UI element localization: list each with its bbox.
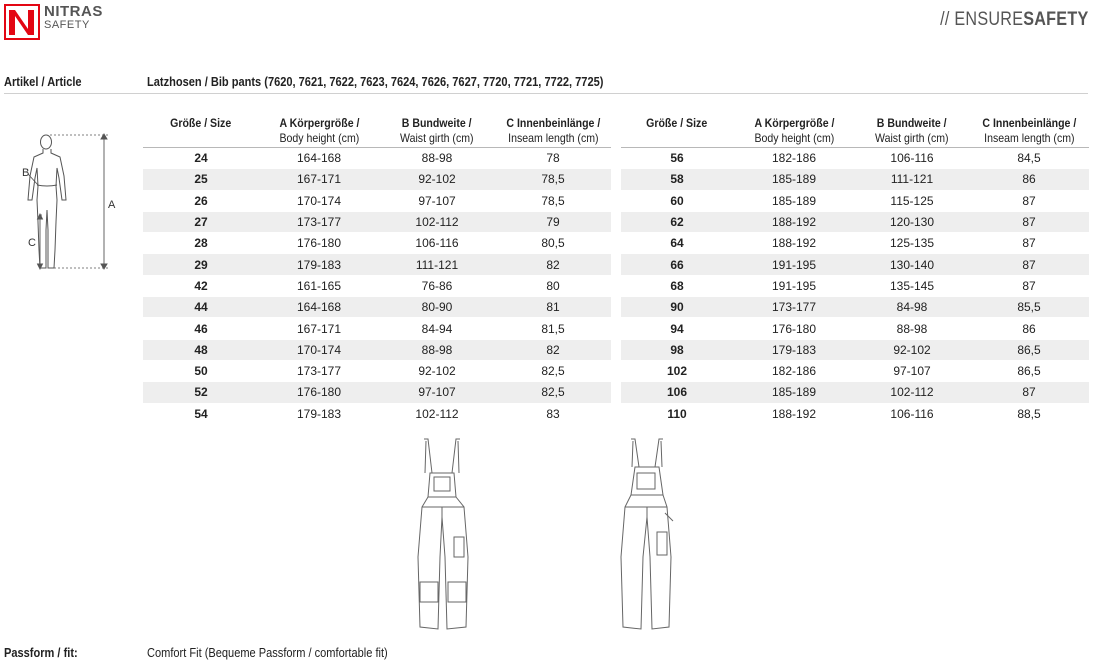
height-cell: 179-183 [259, 254, 379, 275]
table-row [621, 190, 1089, 211]
table-row [143, 233, 611, 254]
height-cell: 176-180 [259, 382, 379, 403]
article-value: Latzhosen / Bib pants (7620, 7621, 7622, 7623, 7624, 7626, 7627, 7720, 7721, 7722, 7725) [147, 74, 604, 89]
size-cell: 50 [143, 360, 259, 381]
height-cell: 170-174 [259, 190, 379, 211]
waist-cell: 106-116 [855, 148, 969, 169]
col-waist-header: B Bundweite / Waist girth (cm) [379, 116, 495, 148]
col-size-header: Größe / Size [621, 116, 733, 148]
size-cell: 68 [621, 275, 733, 296]
table-row [143, 190, 611, 211]
height-cell: 188-192 [733, 403, 855, 424]
fit-label: Passform / fit: [4, 645, 78, 660]
size-cell: 25 [143, 169, 259, 190]
size-cell: 46 [143, 318, 259, 339]
height-cell: 170-174 [259, 339, 379, 360]
table-row [143, 169, 611, 190]
waist-cell: 115-125 [855, 190, 969, 211]
table-row [621, 233, 1089, 254]
table-row [621, 360, 1089, 381]
size-table-right [621, 116, 1089, 425]
waist-cell: 120-130 [855, 211, 969, 232]
size-cell: 42 [143, 275, 259, 296]
brand-sub: SAFETY [44, 19, 90, 31]
nitras-logo [4, 4, 103, 40]
size-cell: 52 [143, 382, 259, 403]
waist-cell: 111-121 [855, 169, 969, 190]
table-row [621, 297, 1089, 318]
inseam-cell: 82 [495, 339, 611, 360]
waist-cell: 76-86 [379, 275, 495, 296]
col-height-header: A Körpergröße / Body height (cm) [733, 116, 855, 148]
inseam-cell: 86,5 [969, 360, 1089, 381]
size-cell: 64 [621, 233, 733, 254]
size-cell: 44 [143, 297, 259, 318]
waist-cell: 84-98 [855, 297, 969, 318]
waist-cell: 102-112 [379, 403, 495, 424]
size-cell: 102 [621, 360, 733, 381]
waist-cell: 130-140 [855, 254, 969, 275]
inseam-cell: 78 [495, 148, 611, 169]
inseam-cell: 83 [495, 403, 611, 424]
waist-cell: 84-94 [379, 318, 495, 339]
size-table-header [143, 116, 611, 148]
slogan [940, 9, 1088, 31]
waist-cell: 106-116 [855, 403, 969, 424]
table-row [143, 360, 611, 381]
article-row [4, 73, 1088, 94]
height-cell: 173-177 [259, 211, 379, 232]
height-cell: 179-183 [733, 339, 855, 360]
table-row [621, 339, 1089, 360]
inseam-cell: 84,5 [969, 148, 1089, 169]
table-row [143, 254, 611, 275]
table-row [621, 382, 1089, 403]
table-row [143, 403, 611, 424]
inseam-cell: 81,5 [495, 318, 611, 339]
waist-cell: 88-98 [855, 318, 969, 339]
slogan-bold: SAFETY [1022, 9, 1088, 30]
size-cell: 26 [143, 190, 259, 211]
waist-cell: 88-98 [379, 339, 495, 360]
table-row [621, 403, 1089, 424]
height-cell: 167-171 [259, 169, 379, 190]
inseam-cell: 79 [495, 211, 611, 232]
col-size-header: Größe / Size [143, 116, 259, 148]
inseam-cell: 86 [969, 318, 1089, 339]
height-cell: 182-186 [733, 360, 855, 381]
height-cell: 164-168 [259, 148, 379, 169]
height-cell: 173-177 [733, 297, 855, 318]
inseam-cell: 87 [969, 382, 1089, 403]
height-cell: 185-189 [733, 169, 855, 190]
size-cell: 62 [621, 211, 733, 232]
table-row [143, 382, 611, 403]
size-cell: 27 [143, 211, 259, 232]
waist-cell: 97-107 [379, 190, 495, 211]
inseam-cell: 78,5 [495, 190, 611, 211]
size-cell: 28 [143, 233, 259, 254]
size-cell: 110 [621, 403, 733, 424]
table-row [621, 148, 1089, 169]
waist-cell: 111-121 [379, 254, 495, 275]
height-cell: 179-183 [259, 403, 379, 424]
inseam-cell: 86 [969, 169, 1089, 190]
inseam-cell: 80 [495, 275, 611, 296]
inseam-cell: 82,5 [495, 360, 611, 381]
label-a: A [108, 199, 116, 211]
table-row [143, 275, 611, 296]
waist-cell: 92-102 [379, 360, 495, 381]
inseam-cell: 87 [969, 190, 1089, 211]
height-cell: 176-180 [733, 318, 855, 339]
slogan-prefix: // ENSURE [939, 9, 1023, 30]
brand-name: NITRAS [44, 3, 103, 20]
waist-cell: 92-102 [379, 169, 495, 190]
inseam-cell: 85,5 [969, 297, 1089, 318]
article-label: Artikel / Article [4, 74, 82, 89]
bib-pants-illustration-front [410, 437, 480, 637]
col-inseam-header: C Innenbeinlänge / Inseam length (cm) [969, 116, 1089, 148]
size-cell: 56 [621, 148, 733, 169]
inseam-cell: 80,5 [495, 233, 611, 254]
height-cell: 185-189 [733, 190, 855, 211]
col-height-header: A Körpergröße / Body height (cm) [259, 116, 379, 148]
table-row [621, 275, 1089, 296]
size-cell: 66 [621, 254, 733, 275]
col-waist-header: B Bundweite / Waist girth (cm) [855, 116, 969, 148]
size-cell: 29 [143, 254, 259, 275]
waist-cell: 80-90 [379, 297, 495, 318]
table-row [143, 339, 611, 360]
height-cell: 185-189 [733, 382, 855, 403]
label-b: B [22, 167, 30, 179]
size-cell: 24 [143, 148, 259, 169]
height-cell: 167-171 [259, 318, 379, 339]
table-row [621, 254, 1089, 275]
waist-cell: 106-116 [379, 233, 495, 254]
inseam-cell: 87 [969, 233, 1089, 254]
waist-cell: 97-107 [855, 360, 969, 381]
size-cell: 54 [143, 403, 259, 424]
bib-pants-illustration-variant [607, 437, 677, 637]
height-cell: 191-195 [733, 275, 855, 296]
size-cell: 94 [621, 318, 733, 339]
inseam-cell: 82 [495, 254, 611, 275]
size-cell: 60 [621, 190, 733, 211]
inseam-cell: 86,5 [969, 339, 1089, 360]
label-c: C [28, 237, 36, 249]
waist-cell: 135-145 [855, 275, 969, 296]
table-row [143, 318, 611, 339]
table-row [143, 297, 611, 318]
size-cell: 48 [143, 339, 259, 360]
height-cell: 188-192 [733, 233, 855, 254]
size-cell: 106 [621, 382, 733, 403]
table-row [621, 318, 1089, 339]
waist-cell: 102-112 [379, 211, 495, 232]
size-cell: 58 [621, 169, 733, 190]
height-cell: 191-195 [733, 254, 855, 275]
fit-value: Comfort Fit (Bequeme Passform / comfortable fit) [147, 645, 388, 660]
waist-cell: 92-102 [855, 339, 969, 360]
size-cell: 98 [621, 339, 733, 360]
inseam-cell: 78,5 [495, 169, 611, 190]
table-row [621, 211, 1089, 232]
size-cell: 90 [621, 297, 733, 318]
col-inseam-header: C Innenbeinlänge / Inseam length (cm) [495, 116, 611, 148]
body-measurement-figure [20, 130, 130, 275]
inseam-cell: 87 [969, 254, 1089, 275]
inseam-cell: 82,5 [495, 382, 611, 403]
height-cell: 173-177 [259, 360, 379, 381]
waist-cell: 97-107 [379, 382, 495, 403]
height-cell: 164-168 [259, 297, 379, 318]
waist-cell: 88-98 [379, 148, 495, 169]
inseam-cell: 88,5 [969, 403, 1089, 424]
height-cell: 176-180 [259, 233, 379, 254]
waist-cell: 102-112 [855, 382, 969, 403]
waist-cell: 125-135 [855, 233, 969, 254]
inseam-cell: 81 [495, 297, 611, 318]
height-cell: 182-186 [733, 148, 855, 169]
height-cell: 161-165 [259, 275, 379, 296]
height-cell: 188-192 [733, 211, 855, 232]
inseam-cell: 87 [969, 275, 1089, 296]
table-row [143, 211, 611, 232]
nitras-logo-icon [4, 4, 40, 40]
size-table-header [621, 116, 1089, 148]
table-row [621, 169, 1089, 190]
size-table-left [143, 116, 611, 425]
table-row [143, 148, 611, 169]
inseam-cell: 87 [969, 211, 1089, 232]
